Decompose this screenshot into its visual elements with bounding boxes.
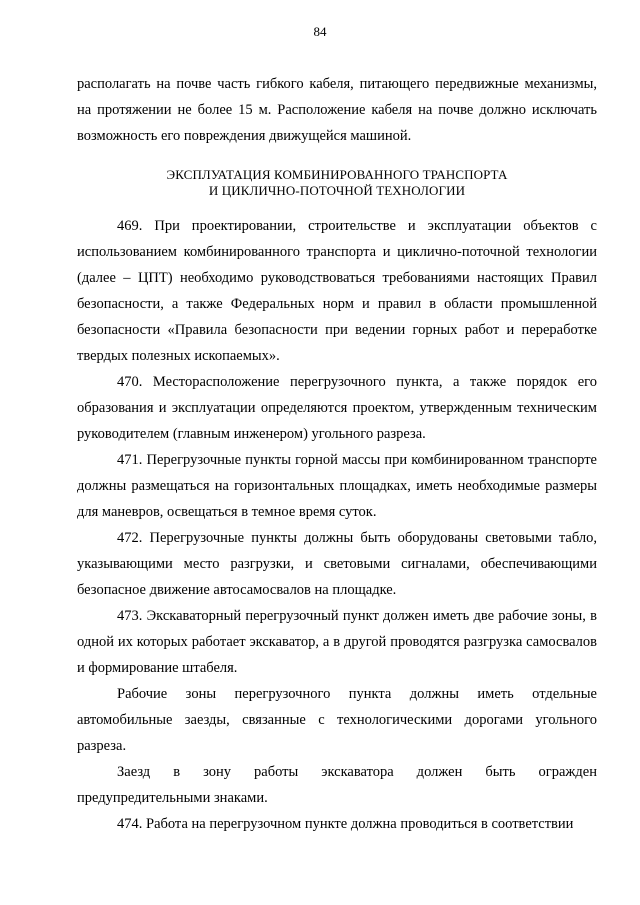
section-heading xyxy=(77,167,597,199)
section-heading-line-1: ЭКСПЛУАТАЦИЯ КОМБИНИРОВАННОГО ТРАНСПОРТА xyxy=(166,167,508,182)
intro-paragraph: располагать на почве часть гибкого кабеля, питающего передвижные механизмы, на протяжении не более 15 м. Расположение кабеля на почве должно исключать возможность его повреждения движущейся машиной. xyxy=(77,76,597,144)
paragraph-471: 471. Перегрузочные пункты горной массы при комбинированном транспорте должны размещаться на горизонтальных площадках, иметь необходимые размеры для маневров, освещаться в темное время суток. xyxy=(77,452,597,520)
section-heading-line-2: И ЦИКЛИЧНО-ПОТОЧНОЙ ТЕХНОЛОГИИ xyxy=(208,183,466,198)
paragraph-473: 473. Экскаваторный перегрузочный пункт должен иметь две рабочие зоны, в одной их которых работает экскаватор, а в другой проводятся разгрузка самосвалов и формирование штабеля. xyxy=(77,608,597,676)
document-body xyxy=(77,71,597,837)
paragraph-472: 472. Перегрузочные пункты должны быть оборудованы световыми табло, указывающими место разгрузки, и световыми сигналами, обеспечивающими безопасное движение автосамосвалов на площадке. xyxy=(77,530,597,598)
paragraph-469: 469. При проектировании, строительстве и эксплуатации объектов с использованием комбинированного транспорта и циклично-поточной технологии (далее – ЦПТ) необходимо руководствоваться требованиями настоящих Правил безопасности, а также Федеральных норм и правил в области промышленной безопасности «Правила безопасности при ведении горных работ и переработке твердых полезных ископаемых». xyxy=(77,218,597,364)
paragraph-470: 470. Месторасположение перегрузочного пункта, а также порядок его образования и эксплуатации определяются проектом, утвержденным техническим руководителем (главным инженером) угольного разреза. xyxy=(77,374,597,442)
paragraph-474: 474. Работа на перегрузочном пункте должна проводиться в соответствии xyxy=(117,816,574,832)
page-number: 84 xyxy=(313,24,327,39)
paragraph-entry-fence: Заезд в зону работы экскаватора должен быть огражден предупредительными знаками. xyxy=(77,764,597,806)
paragraph-work-zones: Рабочие зоны перегрузочного пункта должны иметь отдельные автомобильные заезды, связанные с технологическими дорогами угольного разреза. xyxy=(77,686,597,754)
